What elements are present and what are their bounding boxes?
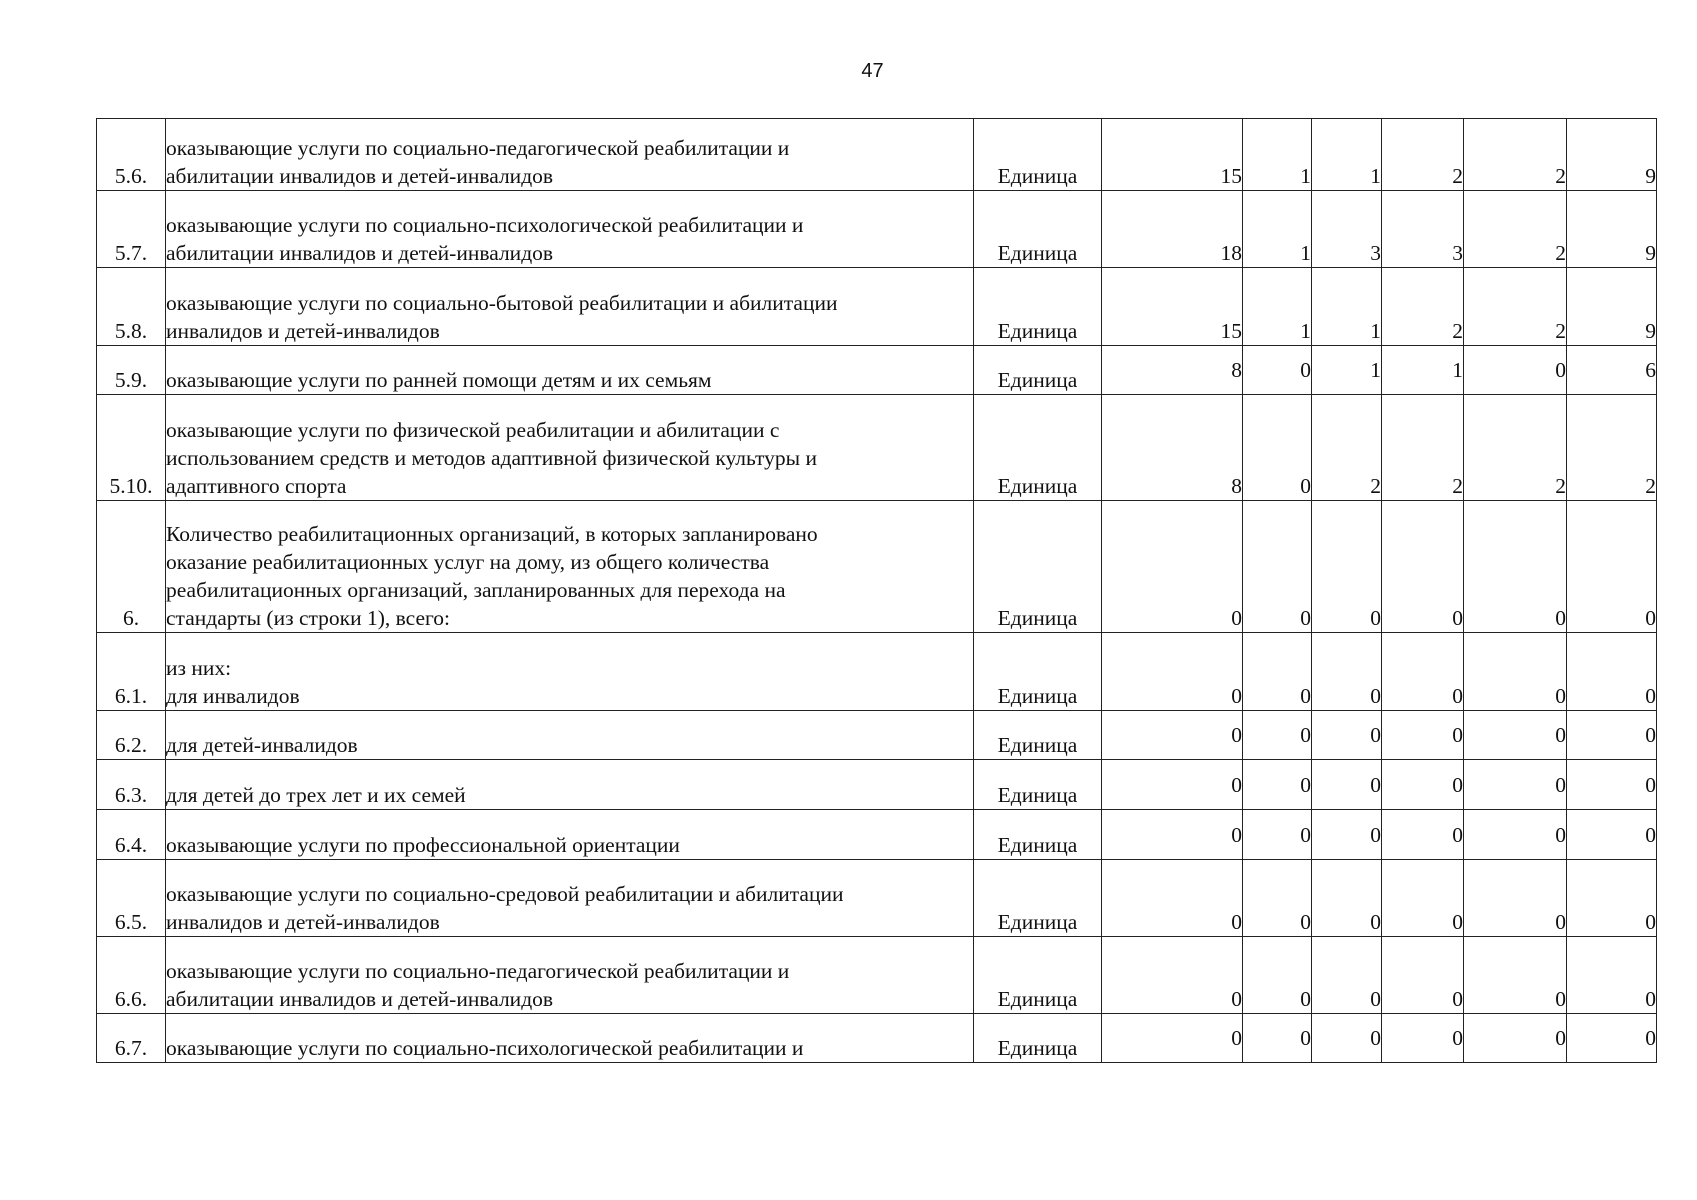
value-cell: 6: [1567, 346, 1657, 395]
row-number: 5.7.: [97, 191, 166, 268]
value-cell: 0: [1243, 860, 1312, 937]
description-line: оказывающие услуги по профессиональной ориентации: [166, 833, 680, 857]
row-description: [166, 711, 974, 760]
description-line: адаптивного спорта: [166, 474, 347, 498]
value-cell: 0: [1464, 860, 1567, 937]
value-cell: 0: [1312, 810, 1382, 860]
value-cell: 0: [1464, 760, 1567, 810]
description-line: оказывающие услуги по социально-психологической реабилитации и: [166, 1036, 804, 1060]
row-number: 6.1.: [97, 633, 166, 711]
description-line: абилитации инвалидов и детей-инвалидов: [166, 164, 554, 188]
value-cell: 0: [1464, 346, 1567, 395]
value-cell: 0: [1243, 760, 1312, 810]
table-row: [97, 268, 1657, 346]
description-line: оказывающие услуги по социально-бытовой реабилитации и абилитации: [166, 291, 838, 315]
value-cell: 0: [1312, 501, 1382, 633]
value-cell: 0: [1312, 633, 1382, 711]
row-description: [166, 501, 974, 633]
value-cell: 0: [1243, 633, 1312, 711]
description-line: оказывающие услуги по социально-психологической реабилитации и: [166, 213, 804, 237]
value-cell: 0: [1382, 860, 1464, 937]
value-cell: 0: [1567, 937, 1657, 1014]
value-cell: 3: [1312, 191, 1382, 268]
value-cell: 9: [1567, 191, 1657, 268]
value-cell: 1: [1243, 268, 1312, 346]
value-cell: 0: [1464, 633, 1567, 711]
description-line: оказывающие услуги по социально-средовой реабилитации и абилитации: [166, 882, 844, 906]
value-cell: 0: [1243, 810, 1312, 860]
row-unit: Единица: [974, 191, 1102, 268]
value-cell: 2: [1464, 119, 1567, 191]
value-cell: 0: [1102, 937, 1243, 1014]
value-cell: 0: [1382, 501, 1464, 633]
row-description: [166, 810, 974, 860]
description-line: оказывающие услуги по социально-педагогической реабилитации и: [166, 136, 790, 160]
value-cell: 0: [1102, 810, 1243, 860]
value-cell: 15: [1102, 119, 1243, 191]
row-description: [166, 1014, 974, 1063]
row-unit: Единица: [974, 268, 1102, 346]
value-cell: 0: [1243, 501, 1312, 633]
table-row: [97, 191, 1657, 268]
value-cell: 0: [1464, 501, 1567, 633]
value-cell: 2: [1312, 395, 1382, 501]
row-unit: Единица: [974, 346, 1102, 395]
value-cell: 0: [1243, 395, 1312, 501]
row-number: 5.9.: [97, 346, 166, 395]
row-description: [166, 937, 974, 1014]
value-cell: 1: [1243, 191, 1312, 268]
value-cell: 0: [1243, 711, 1312, 760]
row-description: [166, 760, 974, 810]
description-line: инвалидов и детей-инвалидов: [166, 910, 440, 934]
description-line: реабилитационных организаций, запланированных для перехода на: [166, 578, 786, 602]
row-description: [166, 860, 974, 937]
table-row: [97, 395, 1657, 501]
row-number: 6.2.: [97, 711, 166, 760]
row-description: [166, 191, 974, 268]
value-cell: 3: [1382, 191, 1464, 268]
value-cell: 0: [1567, 760, 1657, 810]
value-cell: 2: [1382, 395, 1464, 501]
row-number: 6.7.: [97, 1014, 166, 1063]
value-cell: 0: [1312, 1014, 1382, 1063]
table-row: [97, 346, 1657, 395]
value-cell: 0: [1464, 711, 1567, 760]
description-line: оказывающие услуги по физической реабилитации и абилитации с: [166, 418, 780, 442]
description-line: использованием средств и методов адаптивной физической культуры и: [166, 446, 817, 470]
row-unit: Единица: [974, 760, 1102, 810]
row-number: 6.5.: [97, 860, 166, 937]
value-cell: 0: [1243, 937, 1312, 1014]
value-cell: 0: [1567, 810, 1657, 860]
value-cell: 1: [1243, 119, 1312, 191]
value-cell: 0: [1464, 937, 1567, 1014]
row-number: 5.10.: [97, 395, 166, 501]
description-line: оказание реабилитационных услуг на дому, из общего количества: [166, 550, 770, 574]
value-cell: 0: [1102, 633, 1243, 711]
description-line: из них:: [166, 656, 232, 680]
value-cell: 0: [1102, 711, 1243, 760]
value-cell: 0: [1312, 760, 1382, 810]
value-cell: 15: [1102, 268, 1243, 346]
row-description: [166, 119, 974, 191]
value-cell: 0: [1102, 501, 1243, 633]
table-body: [97, 119, 1657, 1063]
value-cell: 0: [1102, 1014, 1243, 1063]
description-line: оказывающие услуги по социально-педагогической реабилитации и: [166, 959, 790, 983]
row-description: [166, 395, 974, 501]
value-cell: 0: [1567, 711, 1657, 760]
value-cell: 2: [1567, 395, 1657, 501]
value-cell: 2: [1464, 395, 1567, 501]
row-number: 5.8.: [97, 268, 166, 346]
value-cell: 8: [1102, 395, 1243, 501]
table-row: [97, 119, 1657, 191]
row-description: [166, 346, 974, 395]
value-cell: 1: [1312, 119, 1382, 191]
value-cell: 18: [1102, 191, 1243, 268]
description-line: абилитации инвалидов и детей-инвалидов: [166, 987, 554, 1011]
description-line: для детей до трех лет и их семей: [166, 783, 466, 807]
value-cell: 0: [1567, 633, 1657, 711]
value-cell: 2: [1464, 191, 1567, 268]
row-description: [166, 633, 974, 711]
row-unit: Единица: [974, 1014, 1102, 1063]
row-unit: Единица: [974, 810, 1102, 860]
value-cell: 0: [1464, 810, 1567, 860]
table-row: [97, 711, 1657, 760]
value-cell: 2: [1382, 268, 1464, 346]
value-cell: 0: [1464, 1014, 1567, 1063]
value-cell: 0: [1567, 1014, 1657, 1063]
value-cell: 9: [1567, 119, 1657, 191]
row-unit: Единица: [974, 119, 1102, 191]
value-cell: 0: [1312, 711, 1382, 760]
value-cell: 0: [1243, 346, 1312, 395]
value-cell: 8: [1102, 346, 1243, 395]
table-row: [97, 810, 1657, 860]
value-cell: 0: [1382, 711, 1464, 760]
row-number: 6.3.: [97, 760, 166, 810]
row-unit: Единица: [974, 501, 1102, 633]
row-unit: Единица: [974, 860, 1102, 937]
row-number: 6.6.: [97, 937, 166, 1014]
description-line: инвалидов и детей-инвалидов: [166, 319, 440, 343]
description-line: для детей-инвалидов: [166, 733, 358, 757]
description-line: Количество реабилитационных организаций, в которых запланировано: [166, 522, 818, 546]
row-number: 5.6.: [97, 119, 166, 191]
table-row: [97, 860, 1657, 937]
row-description: [166, 268, 974, 346]
value-cell: 0: [1102, 760, 1243, 810]
description-line: оказывающие услуги по ранней помощи детям и их семьям: [166, 368, 712, 392]
value-cell: 0: [1382, 937, 1464, 1014]
value-cell: 0: [1382, 633, 1464, 711]
table-row: [97, 760, 1657, 810]
value-cell: 9: [1567, 268, 1657, 346]
value-cell: 0: [1382, 810, 1464, 860]
table-row: [97, 1014, 1657, 1063]
table-row: [97, 633, 1657, 711]
description-line: для инвалидов: [166, 684, 300, 708]
value-cell: 2: [1382, 119, 1464, 191]
value-cell: 1: [1382, 346, 1464, 395]
table-row: [97, 501, 1657, 633]
row-unit: Единица: [974, 937, 1102, 1014]
value-cell: 1: [1312, 268, 1382, 346]
row-number: 6.: [97, 501, 166, 633]
rehabilitation-organizations-table: [96, 118, 1657, 1063]
row-number: 6.4.: [97, 810, 166, 860]
value-cell: 0: [1382, 760, 1464, 810]
row-unit: Единица: [974, 633, 1102, 711]
description-line: абилитации инвалидов и детей-инвалидов: [166, 241, 554, 265]
row-unit: Единица: [974, 711, 1102, 760]
description-line: стандарты (из строки 1), всего:: [166, 606, 451, 630]
value-cell: 0: [1243, 1014, 1312, 1063]
value-cell: 0: [1312, 937, 1382, 1014]
value-cell: 0: [1567, 860, 1657, 937]
table-row: [97, 937, 1657, 1014]
row-unit: Единица: [974, 395, 1102, 501]
page-number: 47: [861, 60, 884, 82]
value-cell: 0: [1382, 1014, 1464, 1063]
value-cell: 2: [1464, 268, 1567, 346]
value-cell: 0: [1102, 860, 1243, 937]
value-cell: 0: [1312, 860, 1382, 937]
value-cell: 0: [1567, 501, 1657, 633]
value-cell: 1: [1312, 346, 1382, 395]
